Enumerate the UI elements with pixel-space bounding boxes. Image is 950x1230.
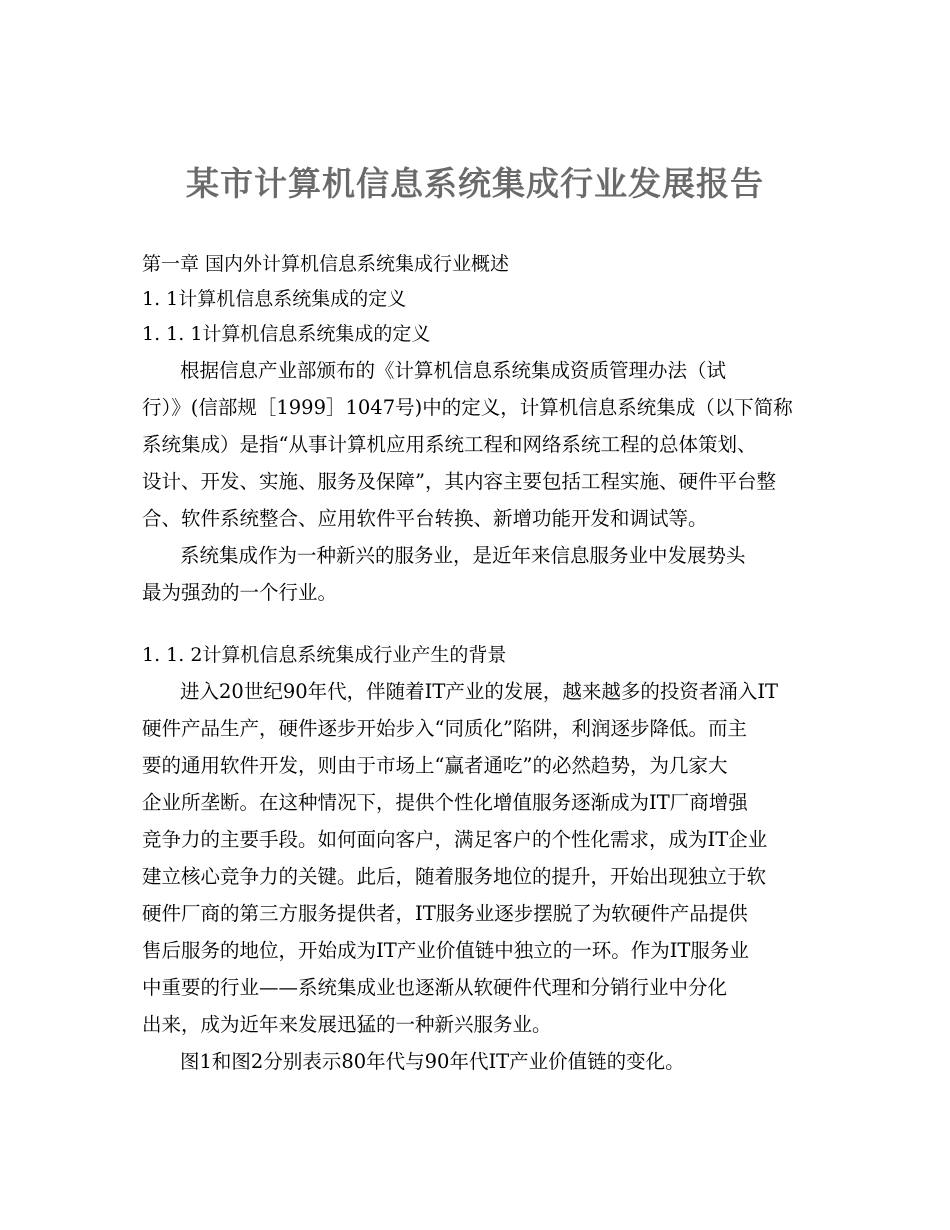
paragraph-line: 根据信息产业部颁布的《计算机信息系统集成资质管理办法（试 bbox=[180, 359, 727, 382]
paragraph-line: 硬件厂商的第三方服务提供者，IT服务业逐步摆脱了为软硬件产品提供 bbox=[142, 902, 748, 925]
paragraph-line: 中重要的行业——系统集成业也逐渐从软硬件代理和分销行业中分化 bbox=[142, 976, 728, 999]
paragraph-line: 竞争力的主要手段。如何面向客户，满足客户的个性化需求，成为IT企业 bbox=[142, 828, 768, 851]
document-title: 某市计算机信息系统集成行业发展报告 bbox=[186, 164, 764, 203]
paragraph-line: 建立核心竞争力的关键。此后，随着服务地位的提升，开始出现独立于软 bbox=[142, 865, 767, 888]
paragraph-definition bbox=[142, 352, 822, 537]
paragraph-line: 企业所垄断。在这种情况下，提供个性化增值服务逐渐成为IT厂商增强 bbox=[142, 791, 748, 814]
paragraph-line: 图1和图2分别表示80年代与90年代IT产业价值链的变化。 bbox=[180, 1050, 685, 1073]
paragraph-line: 最为强劲的一个行业。 bbox=[142, 581, 338, 604]
paragraph-emerging-service bbox=[142, 537, 822, 611]
paragraph-line: 合、软件系统整合、应用软件平台转换、新增功能开发和调试等。 bbox=[142, 507, 708, 530]
paragraph-spacer bbox=[142, 611, 822, 638]
chapter-heading: 第一章 国内外计算机信息系统集成行业概述 bbox=[142, 253, 510, 275]
section-heading-1-1-1: 1. 1. 1计算机信息系统集成的定义 bbox=[142, 323, 431, 345]
paragraph-line: 硬件产品生产，硬件逐步开始步入“同质化”陷阱，利润逐步降低。而主 bbox=[142, 717, 747, 740]
document-body bbox=[142, 247, 822, 1080]
paragraph-line: 系统集成）是指“从事计算机应用系统工程和网络系统工程的总体策划、 bbox=[142, 433, 757, 456]
paragraph-line: 设计、开发、实施、服务及保障”，其内容主要包括工程实施、硬件平台整 bbox=[142, 470, 776, 493]
paragraph-line: 系统集成作为一种新兴的服务业，是近年来信息服务业中发展势头 bbox=[180, 544, 746, 567]
paragraph-line: 行）》(信部规［1999］1047号)中的定义，计算机信息系统集成（以下简称 bbox=[142, 396, 793, 419]
paragraph-line: 出来，成为近年来发展迅猛的一种新兴服务业。 bbox=[142, 1013, 552, 1036]
paragraph-line: 售后服务的地位，开始成为IT产业价值链中独立的一环。作为IT服务业 bbox=[142, 939, 749, 962]
paragraph-line: 进入20世纪90年代，伴随着IT产业的发展，越来越多的投资者涌入IT bbox=[180, 680, 779, 703]
paragraph-line: 要的通用软件开发，则由于市场上“赢者通吃”的必然趋势，为几家大 bbox=[142, 754, 728, 777]
section-heading-1-1-2: 1. 1. 2计算机信息系统集成行业产生的背景 bbox=[142, 644, 507, 666]
paragraph-figure-reference bbox=[142, 1043, 822, 1080]
paragraph-background bbox=[142, 673, 822, 1043]
section-heading-1-1: 1. 1计算机信息系统集成的定义 bbox=[142, 288, 407, 310]
